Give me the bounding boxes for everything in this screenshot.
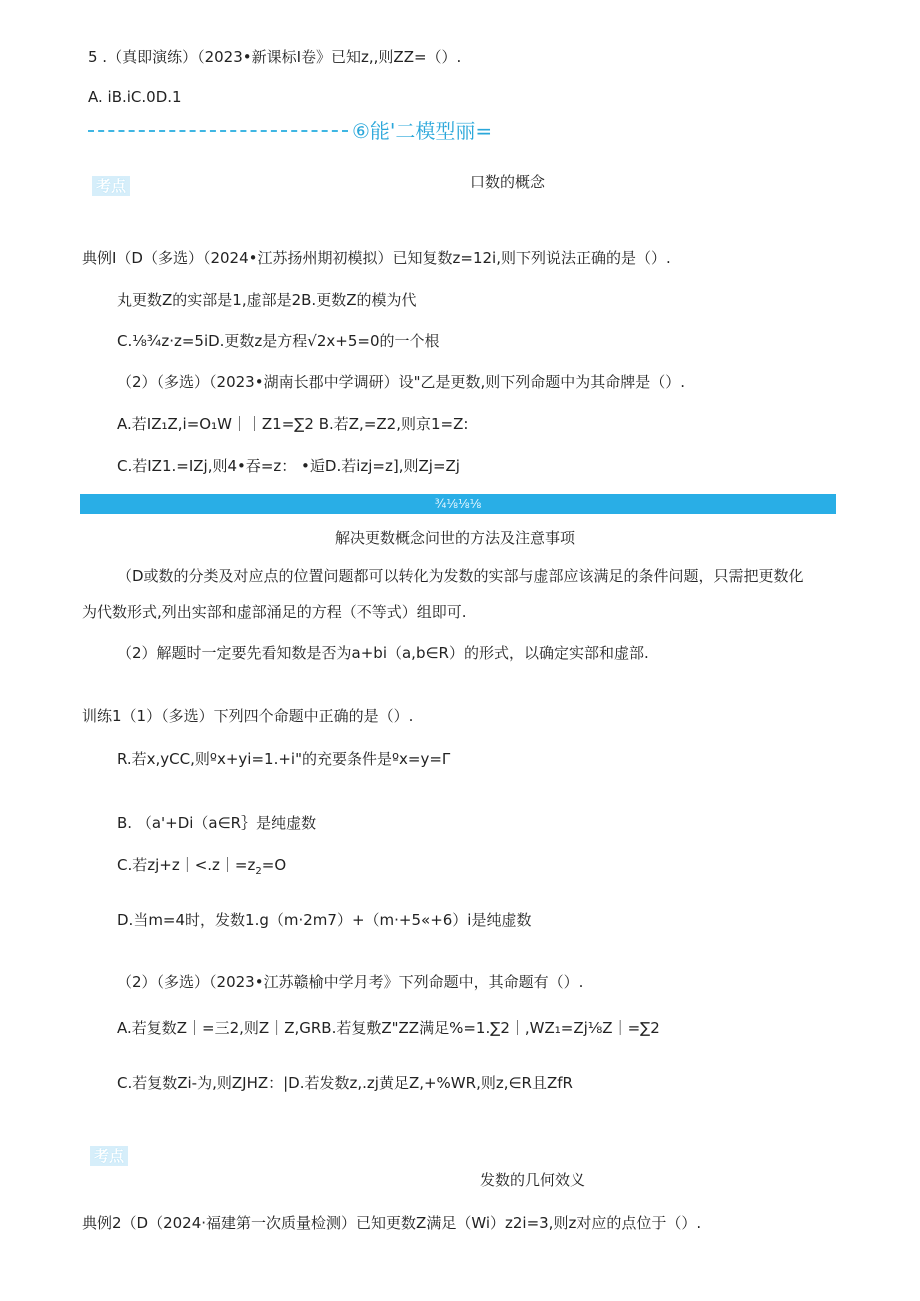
question-5-options: A. iB.iC.0D.1 (88, 88, 182, 106)
training-1-option-c-pre: C.若zj+z｜<.z｜=z (117, 856, 256, 874)
training-1-option-c-post: =O (261, 856, 287, 874)
training-1-part2-options-cd: C.若复数Zi-为,则ZJHZ：|D.若发数z,.zj黄足Z,+%WR,则z,∈R且ZfR (117, 1074, 573, 1092)
topic-badge-1 (92, 176, 130, 196)
method-paragraph-2: （2）解题时一定要先看知数是否为a+bi（a,b∈R）的形式，以确定实部和虚部. (117, 644, 649, 662)
example-2-stem: 典例2（D（2024·福建第一次质量检测）已知更数Z满足（Wi）z2i=3,则z对应的点位于（）. (82, 1214, 702, 1232)
topic-1-title: 口数的概念 (470, 173, 546, 191)
training-1-part2-stem: （2）（多选）（2023•江苏赣榆中学月考》下列命题中，其命题有（）. (117, 973, 584, 991)
example-1-options-ab: 丸更数Z的实部是1,虚部是2B.更数Z的模为代 (117, 291, 417, 309)
method-paragraph-1-line-2: 为代数形式,列出实部和虚部涌足的方程（不等式）组即可. (82, 603, 467, 621)
topic-badge-2 (90, 1146, 128, 1166)
topic-badge-2-label: 考点 (94, 1147, 125, 1165)
training-1-option-c (117, 855, 286, 882)
training-1-part2-options-ab: A.若复数Z｜=三2,则Z｜Z,GRB.若复敷Z"ZZ满足%=1.∑2｜,WZ₁=Zj⅛Z｜=∑2 (117, 1019, 660, 1037)
example-1-options-cd: C.⅛¾z·z=5iD.更数z是方程√2x+5=0的一个根 (117, 332, 440, 350)
training-1-stem: 训练1（1）（多选）下列四个命题中正确的是（）. (82, 707, 414, 725)
method-paragraph-1-line-1: （D或数的分类及对应点的位置问题都可以转化为发数的实部与虚部应该满足的条件问题，只需把更数化 (117, 567, 804, 585)
example-1-part2-options-ab: A.若IZ₁Z,i=O₁W｜｜Z1=∑2 B.若Z,=Z2,则京1=Z: (117, 415, 469, 433)
training-1-option-d: D.当m=4时，发数1.g（m·2m7）+（m·+5«+6）i是纯虚数 (117, 911, 532, 929)
example-1-stem: 典例I（D（多选）（2024•江苏扬州期初模拟）已知复数z=12i,则下列说法正确的是（）. (82, 249, 671, 267)
method-bar (80, 494, 836, 514)
question-5: 5 .（真即演练）（2023•新课标I卷》已知z,,则ZZ=（）. (88, 48, 462, 66)
dashed-divider (88, 130, 348, 132)
topic-2-title: 发数的几何效义 (480, 1171, 586, 1189)
topic-badge-1-label: 考点 (96, 177, 127, 195)
section-header: ⑥能'二模型丽= (352, 119, 493, 143)
training-1-option-c-subscript: 2 (255, 866, 262, 877)
method-bar-label: ¾⅛⅛⅛ (434, 497, 482, 511)
training-1-option-b: B. （a'+Di（a∈R｝是纯虚数 (117, 814, 317, 832)
method-title: 解决更数概念问世的方法及注意事项 (335, 529, 576, 547)
example-1-part2-options-cd: C.若IZ1.=IZj,则4•吞=z： •逅D.若izj=z],则Zj=Zj (117, 457, 460, 475)
training-1-option-r: R.若x,yCC,则ºx+yi=1.+i"的充要条件是ºx=y=Γ (117, 750, 451, 768)
example-1-part2-stem: （2）（多选）（2023•湖南长郡中学调研）设"乙是更数,则下列命题中为其命牌是（）. (117, 373, 686, 391)
